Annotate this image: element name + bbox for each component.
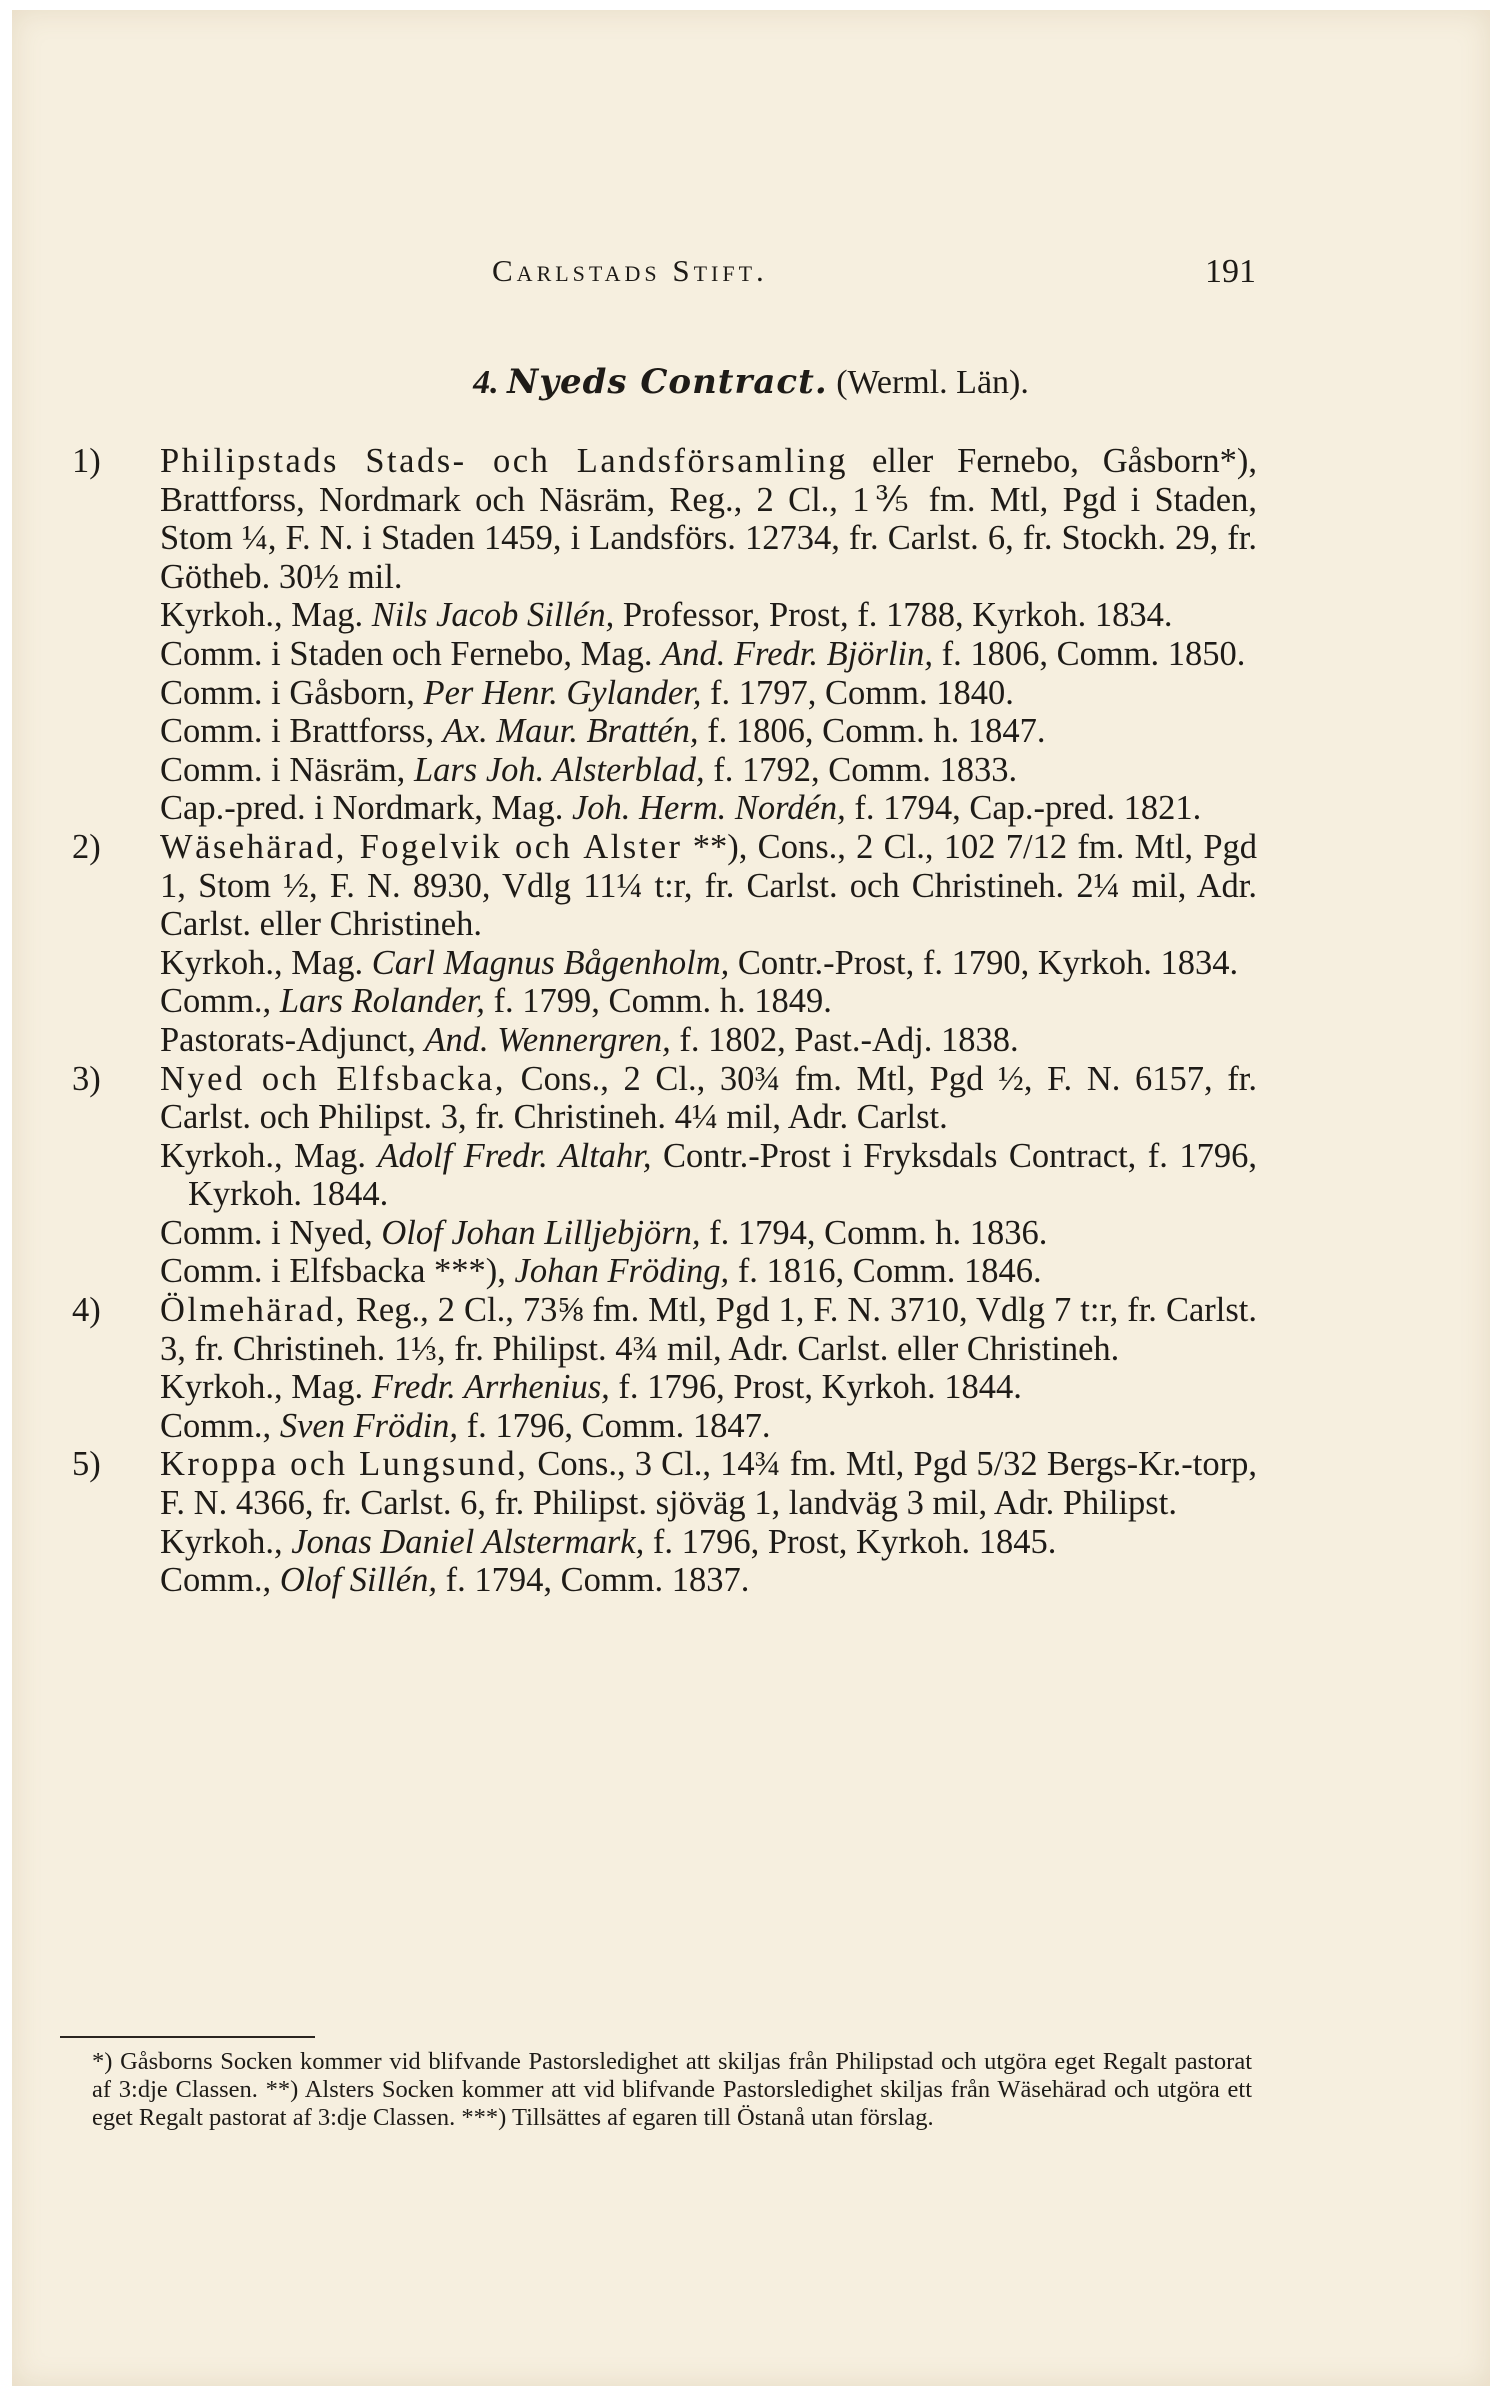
clergy-info: f. 1796, Comm. 1847. (458, 1406, 771, 1445)
page-number: 191 (1205, 253, 1256, 290)
clergy-line (160, 712, 1257, 751)
clergy-role: Kyrkoh., Mag. (160, 943, 372, 982)
clergy-name: Joh. Herm. Nordén, (571, 789, 846, 828)
clergy-name: Olof Johan Lilljebjörn, (381, 1213, 701, 1252)
clergy-line (160, 1252, 1257, 1291)
clergy-role: Pastorats-Adjunct, (160, 1020, 425, 1059)
entry-number: 1) (72, 442, 101, 480)
parish-name: Ölmehärad, (160, 1291, 347, 1330)
entry-number: 2) (72, 827, 101, 866)
parish-description (160, 1291, 1257, 1368)
parish-description (160, 1445, 1257, 1522)
clergy-list (160, 1368, 1257, 1445)
clergy-line (160, 1368, 1257, 1407)
clergy-line (160, 1137, 1257, 1214)
clergy-info: f. 1794, Comm. h. 1836. (700, 1213, 1048, 1252)
parish-list (72, 442, 1257, 1600)
clergy-role: Comm. i Staden och Fernebo, Mag. (160, 634, 662, 673)
clergy-role: Kyrkoh., Mag. (160, 596, 372, 635)
clergy-name: Carl Magnus Bågenholm, (371, 943, 730, 982)
clergy-line (160, 944, 1257, 983)
parish-entry (72, 1291, 1257, 1445)
clergy-role: Comm. i Nyed, (160, 1213, 382, 1252)
clergy-info: f. 1792, Comm. 1833. (704, 750, 1018, 789)
clergy-role: Comm., (160, 1406, 280, 1445)
clergy-list (160, 1523, 1257, 1600)
parish-name: Kroppa och Lungsund, (160, 1445, 529, 1484)
parish-entry (72, 1445, 1257, 1599)
clergy-name: Per Henr. Gylander, (423, 673, 702, 712)
clergy-info: f. 1806, Comm. h. 1847. (698, 712, 1046, 751)
clergy-role: Kyrkoh., Mag. (160, 1136, 378, 1175)
clergy-role: Comm. i Elfsbacka ***), (160, 1252, 515, 1291)
parish-description (160, 1060, 1257, 1137)
clergy-name: Adolf Fredr. Altahr, (377, 1136, 652, 1175)
clergy-line (160, 674, 1257, 713)
entry-number: 5) (72, 1445, 101, 1484)
section-title (12, 362, 1490, 402)
clergy-info: f. 1802, Past.-Adj. 1838. (670, 1020, 1019, 1059)
parish-details: Cons., 2 Cl., 30¾ fm. Mtl, Pgd ½, F. N. 6157, fr. Carlst. och Philipst. 3, fr. Christineh. 4¼ mil, Adr. Carlst. (160, 1059, 1257, 1137)
section-number: 4. (473, 364, 499, 401)
clergy-role: Comm. i Näsräm, (160, 750, 414, 789)
parish-name: Nyed och Elfsbacka, (160, 1059, 506, 1098)
clergy-info: Contr.-Prost i Fryksdals Contract, f. 1796, Kyrkoh. 1844. (188, 1136, 1257, 1214)
clergy-list (160, 944, 1257, 1060)
parish-name: Philipstads Stads- och Landsförsamling (160, 442, 849, 480)
book-page (12, 10, 1490, 2386)
clergy-line (160, 1214, 1257, 1253)
parish-entry (72, 828, 1257, 1060)
clergy-role: Kyrkoh., Mag. (160, 1368, 372, 1407)
clergy-info: f. 1794, Comm. 1837. (436, 1561, 750, 1600)
parish-description (160, 828, 1257, 944)
clergy-list (160, 596, 1257, 828)
section-name: Nyeds Contract. (507, 362, 828, 402)
parish-entry (72, 442, 1257, 828)
section-region: (Werml. Län). (836, 364, 1029, 401)
clergy-line (160, 789, 1257, 828)
clergy-name: Ax. Maur. Brattén, (442, 712, 699, 751)
clergy-name: Lars Joh. Alsterblad, (413, 750, 705, 789)
clergy-line (160, 1021, 1257, 1060)
clergy-info: f. 1806, Comm. 1850. (933, 634, 1246, 673)
clergy-name: Nils Jacob Sillén, (371, 596, 615, 635)
clergy-role: Cap.-pred. i Nordmark, Mag. (160, 789, 572, 828)
clergy-name: Fredr. Arrhenius, (371, 1368, 610, 1407)
clergy-info: Professor, Prost, f. 1788, Kyrkoh. 1834. (614, 596, 1173, 635)
entry-number: 3) (72, 1059, 101, 1098)
clergy-info: f. 1816, Comm. 1846. (729, 1252, 1042, 1291)
clergy-role: Comm., (160, 1561, 280, 1600)
clergy-line (160, 635, 1257, 674)
clergy-info: f. 1799, Comm. h. 1849. (484, 982, 832, 1021)
entry-number: 4) (72, 1291, 101, 1330)
clergy-name: Johan Fröding, (514, 1252, 730, 1291)
parish-details: Reg., 2 Cl., 73⅝ fm. Mtl, Pgd 1, F. N. 3710, Vdlg 7 t:r, fr. Carlst. 3, fr. Christineh. 1⅓, fr. Philipst. 4¾ mil, Adr. Carlst. eller Christineh. (160, 1291, 1257, 1368)
clergy-line (160, 1561, 1257, 1600)
page-header (12, 245, 1490, 295)
clergy-info: f. 1796, Prost, Kyrkoh. 1844. (609, 1368, 1022, 1407)
clergy-info: f. 1796, Prost, Kyrkoh. 1845. (644, 1522, 1057, 1561)
clergy-line (160, 751, 1257, 790)
clergy-name: Lars Rolander, (279, 982, 485, 1021)
parish-name: Wäsehärad, Fogelvik och Alster (160, 827, 683, 866)
footnote-text: *) Gåsborns Socken kommer vid blifvande Pastorsledighet att skiljas från Philipstad och utgöra eget Regalt pastorat af 3:dje Classen. **) Alsters Socken kommer att vid blifvande Pastorsledighet skiljas från Wäsehärad och utgöra ett eget Regalt pastorat af 3:dje Classen. ***) Tillsättes af egaren till Östanå utan förslag. (92, 2048, 1252, 2131)
clergy-line (160, 1523, 1257, 1562)
parish-details: **), Cons., 2 Cl., 102 7/12 fm. Mtl, Pgd 1, Stom ½, F. N. 8930, Vdlg 11¼ t:r, fr. Carlst. och Christineh. 2¼ mil, Adr. Carlst. eller Christineh. (160, 827, 1258, 944)
parish-description (160, 442, 1257, 596)
clergy-name: Sven Frödin, (279, 1406, 459, 1445)
clergy-role: Comm., (160, 982, 280, 1021)
parish-entry (72, 1060, 1257, 1292)
clergy-line (160, 982, 1257, 1021)
parish-details: Cons., 3 Cl., 14¾ fm. Mtl, Pgd 5/32 Bergs-Kr.-torp, F. N. 4366, fr. Carlst. 6, fr. Philipst. sjöväg 1, landväg 3 mil, Adr. Philipst. (160, 1445, 1257, 1523)
clergy-name: Jonas Daniel Alstermark, (291, 1522, 645, 1561)
clergy-role: Comm. i Gåsborn, (160, 673, 424, 712)
clergy-role: Comm. i Brattforss, (160, 712, 443, 751)
clergy-name: And. Wennergren, (424, 1020, 671, 1059)
clergy-info: Contr.-Prost, f. 1790, Kyrkoh. 1834. (729, 943, 1239, 982)
clergy-role: Kyrkoh., (160, 1522, 292, 1561)
clergy-info: f. 1797, Comm. 1840. (701, 673, 1014, 712)
footnotes (92, 2032, 1252, 2131)
clergy-line (160, 1407, 1257, 1446)
running-title: Carlstads Stift. (492, 253, 768, 288)
clergy-name: And. Fredr. Björlin, (661, 634, 933, 673)
clergy-name: Olof Sillén, (279, 1561, 437, 1600)
clergy-list (160, 1137, 1257, 1291)
clergy-line (160, 596, 1257, 635)
parish-details: eller Fernebo, Gåsborn*), Brattforss, Nordmark och Näsräm, Reg., 2 Cl., 1⅗ fm. Mtl, Pgd i Staden, Stom ¼, F. N. i Staden 1459, i Landsförs. 12734, fr. Carlst. 6, fr. Stockh. 29, fr. Götheb. 30½ mil. (160, 442, 1258, 596)
clergy-info: f. 1794, Cap.-pred. 1821. (845, 789, 1202, 828)
